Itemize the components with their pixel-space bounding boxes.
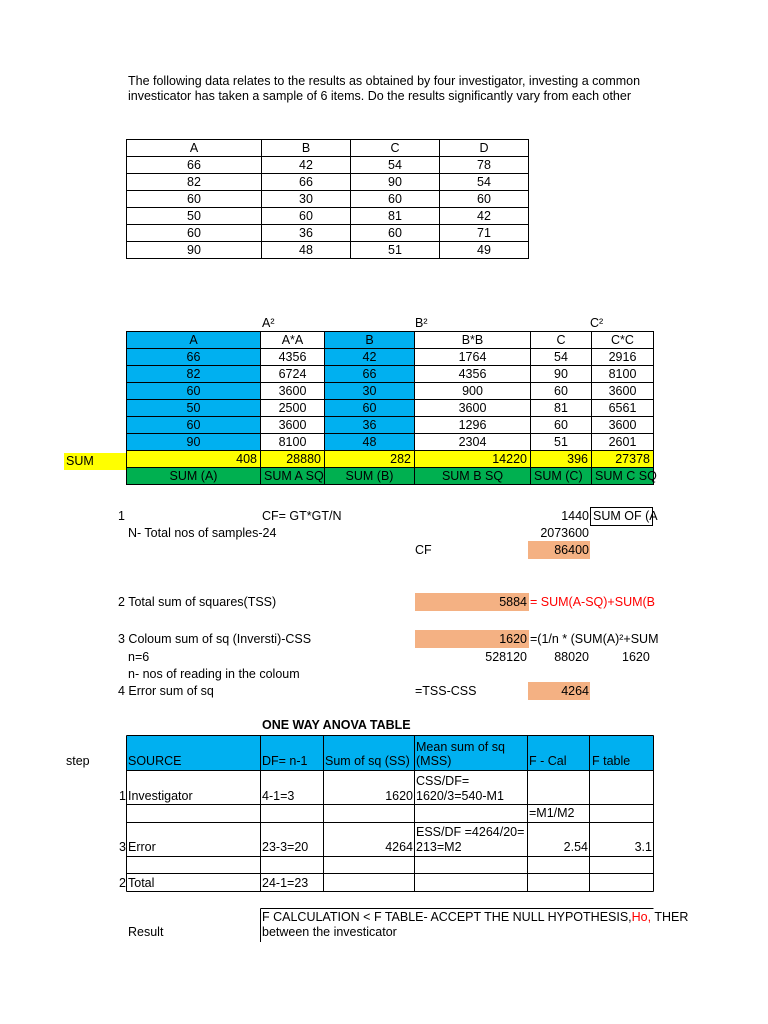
table-cell: 60 (127, 225, 262, 242)
table-cell: 1296 (415, 417, 531, 434)
table-cell: 90 (531, 366, 592, 383)
header-cell: B (325, 332, 415, 349)
error-source: Error (128, 840, 156, 854)
table-cell: 2304 (415, 434, 531, 451)
grand-total-value: 1440 (561, 509, 589, 523)
table-cell: 2500 (261, 400, 325, 417)
table-cell: 71 (440, 225, 529, 242)
table-cell: 36 (262, 225, 351, 242)
table-cell: 2916 (592, 349, 654, 366)
table-cell: 66 (127, 157, 262, 174)
total-step: 2 (119, 876, 126, 890)
table-cell: 6561 (592, 400, 654, 417)
table-cell: 81 (351, 208, 440, 225)
table-cell: 60 (127, 383, 261, 400)
css-value: 1620 (499, 632, 527, 646)
table-cell: 78 (440, 157, 529, 174)
investigator-df: 4-1=3 (262, 789, 295, 803)
n-value-note: n=6 (128, 650, 150, 664)
header-cell: A*A (261, 332, 325, 349)
sum-cell: 282 (325, 451, 415, 468)
cf-value: 86400 (554, 543, 589, 557)
table-cell: 48 (262, 242, 351, 259)
sum-name-cell: SUM A SQ (261, 468, 325, 485)
sum-cell: 27378 (592, 451, 654, 468)
table-cell: 82 (127, 174, 262, 191)
error-ss: 4264 (385, 840, 413, 854)
table-cell: 60 (440, 191, 529, 208)
table-cell: 60 (262, 208, 351, 225)
table-cell: 1764 (415, 349, 531, 366)
investigator-ss: 1620 (385, 789, 413, 803)
css-step-value-2: 88020 (554, 650, 589, 664)
table-cell: 36 (325, 417, 415, 434)
table-cell: 50 (127, 208, 262, 225)
table-cell: 3600 (592, 383, 654, 400)
table-cell: 30 (325, 383, 415, 400)
table-cell: 82 (127, 366, 261, 383)
tss-label: 2 Total sum of squares(TSS) (118, 595, 277, 609)
table-cell: 50 (127, 400, 261, 417)
table-cell: 60 (531, 383, 592, 400)
intro-line-1: The following data relates to the results as obtained by four investigator, investing a common (128, 74, 641, 88)
tss-formula: = SUM(A-SQ)+SUM(B (530, 595, 656, 609)
anova-header-source: SOURCE (128, 754, 182, 768)
table-cell: 4356 (261, 349, 325, 366)
table-cell: 54 (440, 174, 529, 191)
table-cell: 60 (325, 400, 415, 417)
table-cell: 3600 (261, 383, 325, 400)
ess-value: 4264 (561, 684, 589, 698)
sum-cell: 28880 (261, 451, 325, 468)
null-hypothesis-symbol: Ho, (631, 910, 652, 924)
n-definition-note: n- nos of reading in the coloum (128, 667, 300, 681)
table-cell: 6724 (261, 366, 325, 383)
intro-line-2: investicator has taken a sample of 6 items. Do the results significantly vary from each other (128, 89, 632, 103)
table-cell: 60 (351, 225, 440, 242)
table-cell: 42 (325, 349, 415, 366)
table-cell: 66 (127, 349, 261, 366)
result-conclusion: F CALCULATION < F TABLE- ACCEPT THE NULL HYPOTHESIS, (262, 910, 632, 924)
table-cell: 90 (351, 174, 440, 191)
super-label-a: A² (262, 316, 275, 330)
sum-cell: 396 (531, 451, 592, 468)
header-cell: B (262, 140, 351, 157)
super-label-c: C² (590, 316, 604, 330)
table-cell: 66 (325, 366, 415, 383)
css-label: 3 Coloum sum of sq (Inversti)-CSS (118, 632, 312, 646)
cf-label: CF (415, 543, 432, 557)
investigator-step: 1 (119, 789, 126, 803)
table-cell: 3600 (415, 400, 531, 417)
result-label: Result (128, 925, 164, 939)
cf-formula: CF= GT*GT/N (262, 509, 342, 523)
table-cell: 4356 (415, 366, 531, 383)
table-cell: 66 (262, 174, 351, 191)
error-mss-line1: ESS/DF =4264/20= (416, 825, 525, 839)
table-cell: 54 (531, 349, 592, 366)
tss-value: 5884 (499, 595, 527, 609)
sum-of-a-label: SUM OF (A (590, 507, 653, 526)
table-cell: 51 (531, 434, 592, 451)
table-cell: 54 (351, 157, 440, 174)
table-cell: 81 (531, 400, 592, 417)
sum-name-cell: SUM (C) (531, 468, 592, 485)
sum-cell: 408 (127, 451, 261, 468)
investigator-mss-line1: CSS/DF= (416, 774, 470, 788)
table-cell: 8100 (261, 434, 325, 451)
anova-header-mss-line2: (MSS) (416, 754, 452, 768)
investigator-source: Investigator (128, 789, 193, 803)
f-calculated-value: 2.54 (563, 840, 588, 854)
sum-name-cell: SUM B SQ (415, 468, 531, 485)
error-mss-line2: 213=M2 (416, 840, 462, 854)
anova-header-fcal: F - Cal (529, 754, 567, 768)
header-cell: C (351, 140, 440, 157)
css-step-value-3: 1620 (622, 650, 650, 664)
header-cell: A (127, 332, 261, 349)
super-label-b: B² (415, 316, 428, 330)
table-cell: 2601 (592, 434, 654, 451)
table-cell: 51 (351, 242, 440, 259)
f-ratio-formula: =M1/M2 (529, 806, 575, 820)
table-cell: 48 (325, 434, 415, 451)
grand-total-squared: 2073600 (540, 526, 589, 540)
header-cell: B*B (415, 332, 531, 349)
result-line-1 (262, 910, 689, 925)
sum-label: SUM (66, 454, 94, 468)
table-cell: 49 (440, 242, 529, 259)
result-line-2: between the investicator (262, 925, 397, 939)
total-df: 24-1=23 (262, 876, 309, 890)
header-cell: D (440, 140, 529, 157)
table-cell: 8100 (592, 366, 654, 383)
table-cell: 60 (531, 417, 592, 434)
total-source: Total (128, 876, 155, 890)
table-cell: 42 (262, 157, 351, 174)
header-cell: C*C (592, 332, 654, 349)
ess-formula: =TSS-CSS (415, 684, 477, 698)
anova-header-mss-line1: Mean sum of sq (416, 740, 505, 754)
anova-title: ONE WAY ANOVA TABLE (262, 718, 411, 732)
table-cell: 60 (351, 191, 440, 208)
result-conclusion-tail: THER (651, 910, 689, 924)
css-formula: =(1/n * (SUM(A)²+SUM (530, 632, 659, 646)
step-column-label: step (66, 754, 90, 768)
table-cell: 90 (127, 434, 261, 451)
header-cell: C (531, 332, 592, 349)
css-step-value-1: 528120 (485, 650, 527, 664)
table-cell: 900 (415, 383, 531, 400)
error-df: 23-3=20 (262, 840, 309, 854)
table-cell: 60 (127, 417, 261, 434)
total-samples-note: N- Total nos of samples-24 (128, 526, 277, 540)
error-step: 3 (119, 840, 126, 854)
f-table-value: 3.1 (634, 840, 652, 854)
step-1-number: 1 (118, 509, 125, 523)
sum-name-cell: SUM (A) (127, 468, 261, 485)
investigator-mss-line2: 1620/3=540-M1 (416, 789, 504, 803)
table-cell: 3600 (261, 417, 325, 434)
table-cell: 30 (262, 191, 351, 208)
sum-name-cell: SUM C SQ (592, 468, 654, 485)
sum-name-cell: SUM (B) (325, 468, 415, 485)
anova-header-df: DF= n-1 (262, 754, 308, 768)
table-cell: 60 (127, 191, 262, 208)
table-cell: 3600 (592, 417, 654, 434)
ess-label: 4 Error sum of sq (118, 684, 214, 698)
header-cell: A (127, 140, 262, 157)
sum-cell: 14220 (415, 451, 531, 468)
table-cell: 90 (127, 242, 262, 259)
anova-header-ftable: F table (592, 754, 631, 768)
anova-header-ss: Sum of sq (SS) (325, 754, 410, 768)
table-cell: 42 (440, 208, 529, 225)
